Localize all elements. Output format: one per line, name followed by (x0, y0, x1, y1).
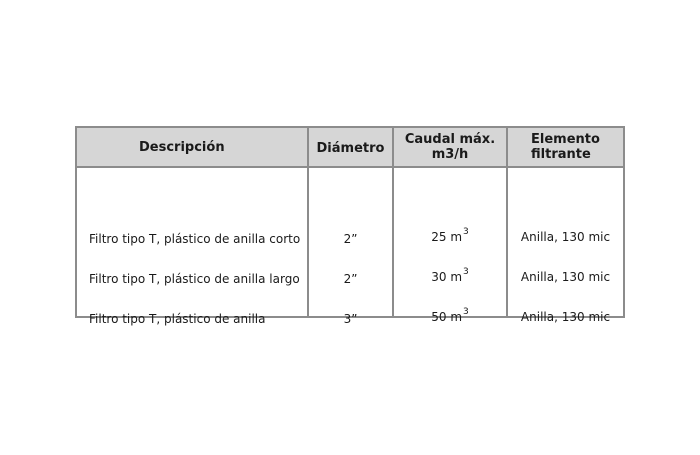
cell-caudal-row2-exp: 3 (463, 267, 469, 277)
column-caudal (394, 168, 508, 324)
cell-caudal-row2 (394, 267, 506, 284)
cell-descripcion-row1: Filtro tipo T, plástico de anilla corto (89, 232, 301, 246)
column-diametro (309, 168, 394, 326)
cell-diametro-row1: 2” (343, 232, 358, 246)
cell-diametro-row3: 3” (343, 312, 358, 326)
header-diametro (309, 128, 394, 168)
cell-caudal-row1 (394, 227, 506, 244)
spec-table (75, 126, 625, 326)
header-descripcion-label: Descripción (139, 139, 225, 155)
cell-elemento-row3: Anilla, 130 mic (520, 310, 611, 324)
cell-elemento-row1: Anilla, 130 mic (520, 230, 611, 244)
cell-caudal-row1-value: 25 m (431, 230, 463, 244)
cell-caudal-row3 (394, 307, 506, 324)
cell-caudal-row3-exp: 3 (463, 307, 469, 317)
header-diametro-label: Diámetro (316, 141, 385, 156)
cell-diametro-row2: 2” (343, 272, 358, 286)
header-caudal-line1: Caudal máx. (404, 132, 496, 147)
cell-elemento-row2: Anilla, 130 mic (520, 270, 611, 284)
cell-descripcion-row3: Filtro tipo T, plástico de anilla (89, 312, 266, 326)
column-elemento (508, 168, 623, 324)
header-descripcion (77, 128, 309, 168)
header-elemento-line2: filtrante (531, 147, 591, 162)
cell-descripcion-row2: Filtro tipo T, plástico de anilla largo (89, 272, 300, 286)
header-caudal (394, 128, 508, 168)
header-elemento-line1: Elemento (531, 132, 600, 147)
cell-caudal-row1-exp: 3 (463, 227, 469, 237)
cell-caudal-row2-value: 30 m (431, 270, 463, 284)
header-elemento (508, 128, 623, 168)
column-descripcion (77, 168, 309, 326)
header-caudal-line2: m3/h (431, 147, 469, 162)
cell-caudal-row3-value: 50 m (431, 310, 463, 324)
